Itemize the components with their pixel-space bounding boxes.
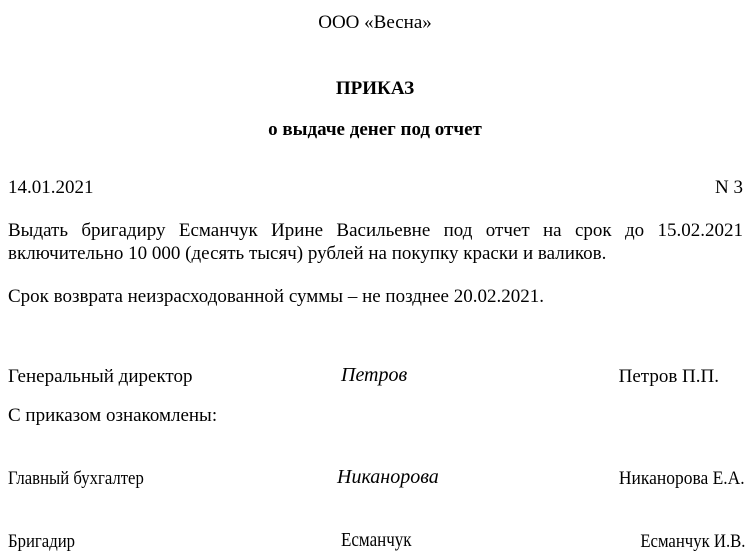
director-signature: Петров bbox=[341, 364, 408, 386]
document-title: ПРИКАЗ bbox=[335, 78, 415, 99]
accountant-name: Никанорова Е.А. bbox=[619, 468, 745, 489]
foreman-signature: Есманчук bbox=[341, 529, 412, 551]
document-date: 14.01.2021 bbox=[8, 177, 94, 198]
return-deadline-paragraph: Срок возврата неизрасходованной суммы – не позднее 20.02.2021. bbox=[8, 286, 544, 307]
document-subject: о выдаче денег под отчет bbox=[268, 119, 482, 140]
foreman-name: Есманчук И.В. bbox=[639, 531, 745, 552]
order-paragraph bbox=[8, 219, 743, 265]
director-position: Генеральный директор bbox=[8, 366, 193, 387]
organization-name: ООО «Весна» bbox=[318, 12, 432, 33]
order-paragraph-line-2: включительно 10 000 (десять тысяч) рублей на покупку краски и валиков. bbox=[8, 243, 607, 264]
foreman-position: Бригадир bbox=[8, 531, 76, 552]
accountant-signature: Никанорова bbox=[337, 466, 439, 488]
document-number: N 3 bbox=[715, 177, 743, 198]
director-name: Петров П.П. bbox=[618, 366, 719, 387]
acknowledged-label: С приказом ознакомлены: bbox=[8, 405, 218, 426]
accountant-position: Главный бухгалтер bbox=[8, 468, 144, 489]
order-paragraph-line-1: Выдать бригадиру Есманчук Ирине Васильевне под отчет на срок до 15.02.2021 bbox=[8, 220, 743, 241]
